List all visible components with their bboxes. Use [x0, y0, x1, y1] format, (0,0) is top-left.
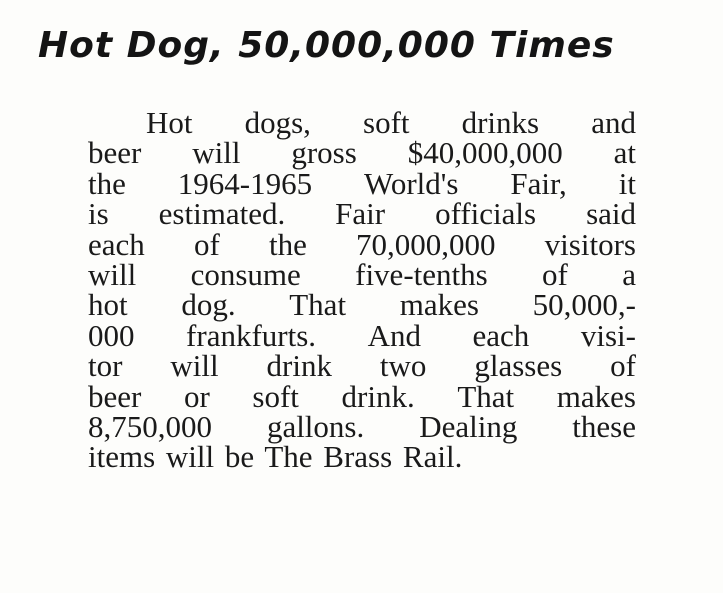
article-line — [88, 378, 636, 414]
article-line — [88, 287, 636, 323]
article-line — [88, 317, 636, 353]
article-word: of — [193, 226, 220, 262]
article-word: dog. — [181, 287, 236, 323]
article-word: And — [367, 317, 421, 353]
article-word: gallons. — [266, 408, 365, 444]
article-word: estimated. — [158, 196, 286, 232]
article-word: 50,000,- — [532, 287, 636, 323]
article-word: dogs, — [244, 105, 311, 140]
article-word: will — [170, 348, 219, 384]
article-word: glasses — [474, 348, 563, 384]
article-word: 8,750,000 — [88, 408, 212, 444]
article-word: That — [457, 378, 515, 414]
article-word: makes — [399, 287, 479, 323]
article-word: beer — [88, 135, 142, 171]
article-line — [88, 196, 636, 232]
article-word: of — [610, 348, 636, 384]
article-word: consume — [190, 256, 301, 292]
article-word: will — [192, 135, 241, 171]
article-word: gross — [291, 135, 357, 171]
article-word: 1964-1965 — [177, 165, 313, 201]
article-word: $40,000,000 — [407, 135, 563, 171]
headline: Hot Dog, 50,000,000 Times — [38, 25, 615, 66]
article-word: frankfurts. — [186, 317, 317, 353]
article-line — [88, 135, 636, 171]
article-line — [88, 165, 636, 201]
article-word: these — [572, 408, 636, 444]
article-word: Dealing — [419, 408, 518, 444]
article-word: drinks — [461, 105, 540, 140]
article-word: at — [613, 135, 636, 171]
article-word: beer — [88, 378, 142, 414]
article-word: two — [379, 348, 427, 384]
article-word: said — [586, 196, 636, 232]
article-word: officials — [435, 196, 537, 232]
article-word: Fair — [335, 196, 386, 232]
article-word: makes — [556, 378, 636, 414]
article-word: tor — [88, 348, 123, 384]
article-word: each — [88, 226, 145, 262]
article-word: will — [88, 256, 137, 292]
article-word: five-tenths — [355, 256, 488, 292]
article-line — [88, 256, 636, 292]
article-word: Fair, — [510, 165, 567, 201]
article-line — [88, 226, 636, 262]
article-word: visitors — [544, 226, 636, 262]
article-word: and — [591, 105, 636, 140]
article-word: That — [289, 287, 347, 323]
article-word: of — [542, 256, 568, 292]
article-word: drink. — [341, 378, 415, 414]
article-word: the — [268, 226, 307, 262]
article-word: each — [472, 317, 530, 353]
article-word: World's — [364, 165, 459, 201]
article-word: drink — [266, 348, 332, 384]
article-word: 70,000,000 — [356, 226, 496, 262]
article-word: items will be The Brass Rail. — [88, 439, 463, 475]
article-line — [88, 105, 636, 140]
article-body — [88, 105, 636, 475]
article-word: soft — [252, 378, 299, 414]
article-word: visi- — [580, 317, 636, 353]
article-word: is — [88, 196, 109, 232]
article-line — [88, 348, 636, 384]
article-word: or — [183, 378, 210, 414]
article-word: a — [622, 256, 636, 292]
article-word: soft — [363, 105, 410, 140]
article-line — [88, 439, 636, 475]
article-word: hot — [88, 287, 128, 323]
article-word: it — [618, 165, 636, 201]
article-word: Hot — [146, 105, 193, 140]
article-line — [88, 408, 636, 444]
article-word: 000 — [88, 317, 135, 353]
article-word: the — [88, 165, 126, 201]
